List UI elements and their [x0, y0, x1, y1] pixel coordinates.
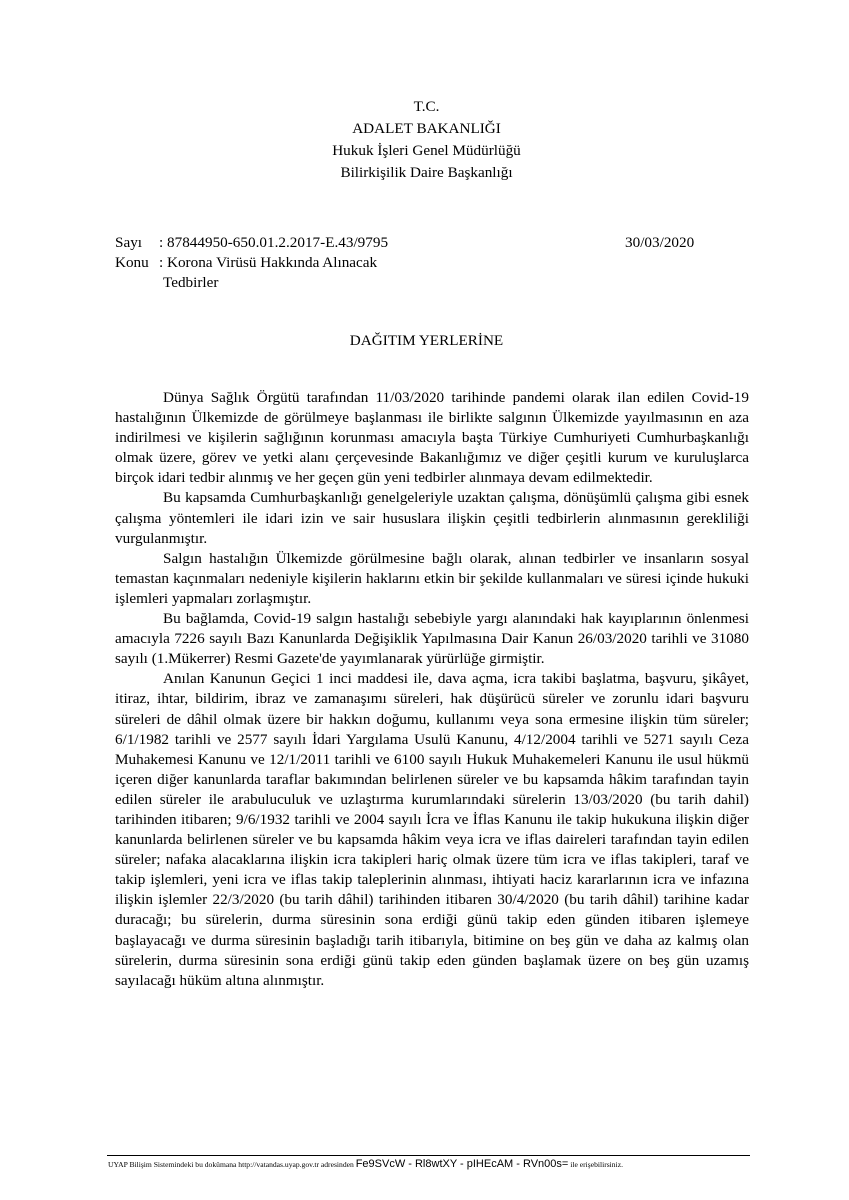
letterhead-tc: T.C.	[413, 98, 440, 115]
footer-verification	[108, 1157, 758, 1172]
body-paragraph-2: Bu kapsamda Cumhurbaşkanlığı genelgeleriyle uzaktan çalışma, dönüşümlü çalışma gibi esnek çalışma yöntemleri ile idari izin ve sair hususlara ilişkin çeşitli tedbirlerin alınmasının gerekliliği vurgulanmıştır.	[115, 489, 749, 547]
document-meta	[115, 233, 715, 293]
subject-label: Konu	[115, 254, 149, 271]
footer-suffix: ile erişebilirsiniz.	[570, 1160, 623, 1169]
document-body	[115, 388, 749, 991]
letterhead	[0, 96, 849, 184]
body-paragraph-4: Bu bağlamda, Covid-19 salgın hastalığı sebebiyle yargı alanındaki hak kayıplarının önlenmesi amacıyla 7226 sayılı Bazı Kanunlarda Değişiklik Yapılmasına Dair Kanun 26/03/2020 tarihli ve 31080 sayılı (1.Mükerrer) Resmi Gazete'de yayımlanarak yürürlüğe girmiştir.	[115, 610, 749, 668]
distribution-text: DAĞITIM YERLERİNE	[349, 332, 504, 349]
letterhead-department: Bilirkişilik Daire Başkanlığı	[340, 164, 513, 181]
letterhead-ministry: ADALET BAKANLIĞI	[352, 120, 501, 137]
subject-line-2: Tedbirler	[163, 274, 219, 291]
reference-number-label: Sayı	[115, 234, 143, 251]
letterhead-directorate: Hukuk İşleri Genel Müdürlüğü	[332, 142, 521, 159]
reference-number-value: 87844950-650.01.2.2017-E.43/9795	[167, 234, 389, 251]
reference-number-separator: :	[159, 234, 164, 251]
footer-divider	[107, 1155, 750, 1156]
subject-separator: :	[159, 254, 164, 271]
subject-line-1: Korona Virüsü Hakkında Alınacak	[167, 254, 378, 271]
verification-code: Fe9SVcW - Rl8wtXY - pIHEcAM - RVn00s=	[355, 1158, 569, 1170]
distribution-heading	[0, 331, 849, 351]
body-paragraph-1: Dünya Sağlık Örgütü tarafından 11/03/2020 tarihinde pandemi olarak ilan edilen Covid-19 hastalığının Ülkemizde de görülmeye başlanması ile birlikte salgının Ülkemizde yayılmasının en aza indirilmesi ve kişilerin sağlığının korunması amacıyla başta Türkiye Cumhuriyeti Cumhurbaşkanlığı olmak üzere, görev ve yetki alanı çerçevesinde Bakanlığımız ve diğer çeşitli kurum ve kuruluşlarca birçok idari tedbir alınmış ve her geçen gün yeni tedbirler alınmaya devam edilmektedir.	[115, 389, 749, 487]
subject-row	[115, 253, 715, 273]
body-paragraph-3: Salgın hastalığın Ülkemizde görülmesine bağlı olarak, alınan tedbirler ve insanların sosyal temastan kaçınmaları nedeniyle kişilerin haklarını etkin bir şekilde kullanmaları ve süresi içinde hukuki işlemleri yapmaları zorlaşmıştır.	[115, 549, 749, 607]
document-date: 30/03/2020	[625, 234, 695, 251]
body-paragraph-5: Anılan Kanunun Geçici 1 inci maddesi ile, dava açma, icra takibi başlatma, başvuru, şikâyet, itiraz, ihtar, bildirim, ibraz ve zamanaşımı süreleri, hak düşürücü süreler ve zorunlu idari başvuru süreleri de dâhil olmak üzere bir hakkın doğumu, kullanımı veya sona ermesine ilişkin tüm süreler; 6/1/1982 tarihli ve 2577 sayılı İdari Yargılama Usulü Kanunu, 4/12/2004 tarihli ve 5271 sayılı Ceza Muhakemesi Kanunu ve 12/1/2011 tarihli ve 6100 sayılı Hukuk Muhakemeleri Kanunu ile usul hükmü içeren diğer kanunlarda taraflar bakımından belirlenen süreler ve bu kapsamda hâkim tarafından tayin edilen süreler ile arabuluculuk ve uzlaştırma kurumlarındaki sürelerin 13/03/2020 (bu tarih dahil) tarihinden itibaren; 9/6/1932 tarihli ve 2004 sayılı İcra ve İflas Kanunu ile takip hukukuna ilişkin diğer kanunlarda belirlenen süreler ve bu kapsamda hâkim veya icra ve iflas daireleri tarafından tayin edilen süreler; nafaka alacaklarına ilişkin icra takipleri hariç olmak üzere tüm icra ve iflas takipleri, taraf ve takip işlemleri, yeni icra ve iflas takip taleplerinin alınması, ihtiyati haciz kararlarının icra ve infazına ilişkin işlemler 22/3/2020 (bu tarih dâhil) tarihinden itibaren 30/4/2020 (bu tarih dâhil) tarihine kadar duracağı; bu sürelerin, durma süresinin sona erdiği günü takip eden günden itibaren işlemeye başlayacağı ve durma süresinin başladığı tarih itibarıyla, bitimine on beş gün ve daha az kalmış olan sürelerin, durma süresinin sona erdiği günü takip eden günden başlamak üzere on beş gün uzamış sayılacağı hüküm altına alınmıştır.	[115, 670, 749, 989]
footer-prefix: UYAP Bilişim Sistemindeki bu dokümana http://vatandas.uyap.gov.tr adresinden	[108, 1160, 354, 1169]
